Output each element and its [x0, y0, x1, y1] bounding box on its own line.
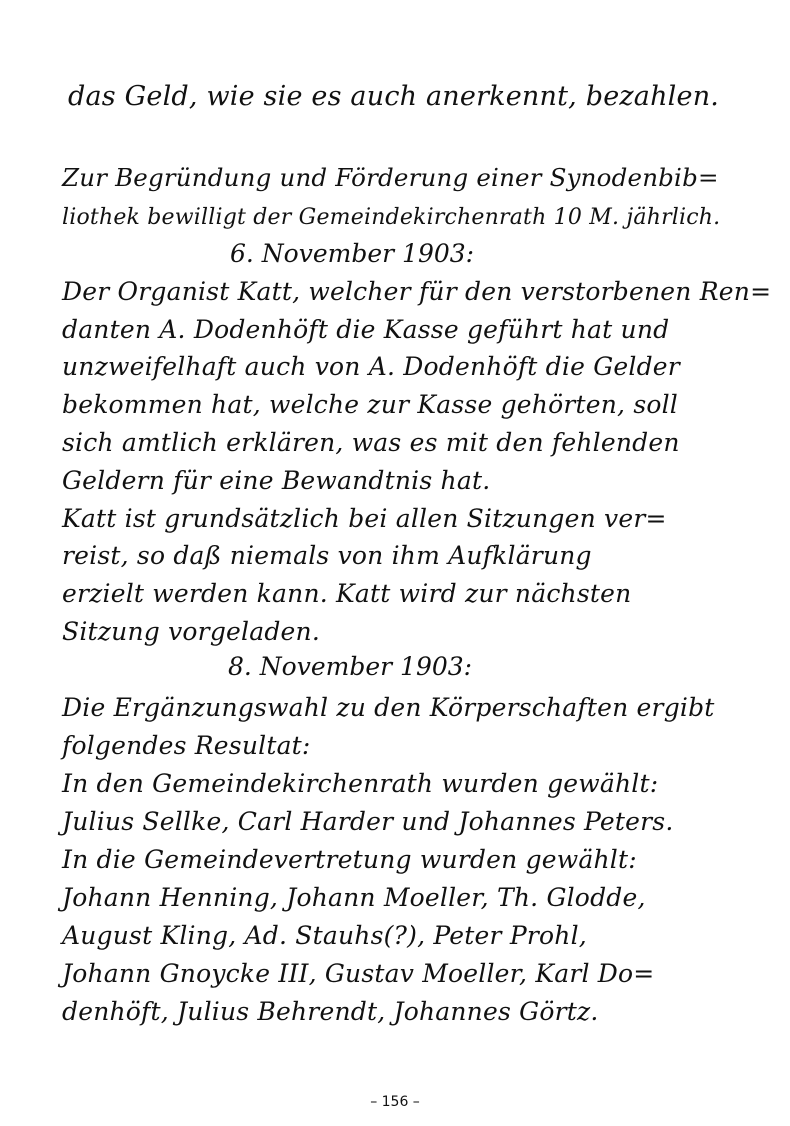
- text-line: folgendes Resultat:: [62, 731, 311, 760]
- text-line: Der Organist Katt, welcher für den verstorbenen Ren=: [62, 277, 772, 306]
- text-line: Geldern für eine Bewandtnis hat.: [62, 466, 491, 495]
- text-line: In die Gemeindevertretung wurden gewählt:: [62, 845, 637, 874]
- text-line: sich amtlich erklären, was es mit den fehlenden: [62, 428, 680, 457]
- text-line: In den Gemeindekirchenrath wurden gewählt:: [62, 769, 659, 798]
- text-line: erzielt werden kann. Katt wird zur nächsten: [62, 579, 632, 608]
- text-line: Julius Sellke, Carl Harder und Johannes Peters.: [62, 807, 674, 836]
- text-line: Johann Gnoycke III, Gustav Moeller, Karl Do=: [62, 959, 655, 988]
- date-heading: 8. November 1903:: [228, 652, 473, 681]
- text-line: denhöft, Julius Behrendt, Johannes Görtz.: [62, 997, 599, 1026]
- text-line: Zur Begründung und Förderung einer Synodenbib=: [62, 163, 719, 192]
- text-line: danten A. Dodenhöft die Kasse geführt hat und: [62, 315, 670, 344]
- page-number: – 156 –: [370, 1094, 420, 1110]
- text-line: liothek bewilligt der Gemeindekirchenrath 10 M. jährlich.: [62, 205, 721, 230]
- text-line: reist, so daß niemals von ihm Aufklärung: [62, 541, 592, 570]
- text-line: Johann Henning, Johann Moeller, Th. Glodde,: [62, 883, 646, 912]
- text-line: Sitzung vorgeladen.: [62, 617, 320, 646]
- text-line: das Geld, wie sie es auch anerkennt, bezahlen.: [68, 81, 720, 112]
- text-line: Die Ergänzungswahl zu den Körperschaften ergibt: [62, 693, 715, 722]
- text-line: August Kling, Ad. Stauhs(?), Peter Prohl,: [62, 921, 587, 950]
- text-line: unzweifelhaft auch von A. Dodenhöft die Gelder: [62, 352, 680, 381]
- date-heading: 6. November 1903:: [230, 239, 475, 268]
- text-line: bekommen hat, welche zur Kasse gehörten, soll: [62, 390, 678, 419]
- text-line: Katt ist grundsätzlich bei allen Sitzungen ver=: [62, 504, 667, 533]
